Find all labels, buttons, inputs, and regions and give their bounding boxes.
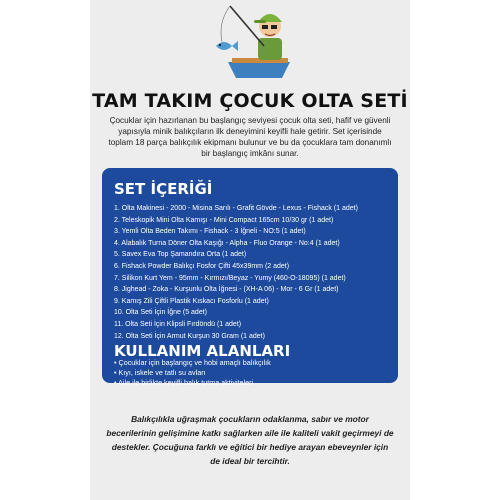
product-info-page xyxy=(90,0,410,500)
list-item: 10. Olta Seti İçin İğne (5 adet) xyxy=(114,309,207,317)
list-item: 8. Jighead - Zoka - Kurşunlu Olta İğnesi - (XH-A 06) - Mor - 6 Gr (1 adet) xyxy=(114,286,339,294)
page-title: TAM TAKIM ÇOCUK OLTA SETİ xyxy=(92,90,408,112)
list-item: • Aile ile birlikte keyifli balık tutma aktiviteleri xyxy=(114,378,394,388)
usage-title: KULLANIM ALANLARI xyxy=(114,342,291,360)
list-item: 5. Savex Eva Top Şamandıra Orta (1 adet) xyxy=(114,251,247,259)
set-contents-title: SET İÇERİĞİ xyxy=(114,180,213,198)
list-item: 2. Teleskopik Mini Olta Kamışı - Mini Compact 165cm 10/30 gr (1 adet) xyxy=(114,216,334,224)
list-item: 4. Alabalık Turna Döner Olta Kaşığı - Alpha - Fluo Orange - No:4 (1 adet) xyxy=(114,239,340,247)
list-item: 12. Olta Seti İçin Armut Kurşun 30 Gram (1 adet) xyxy=(114,332,265,340)
list-item: 9. Kamış Zili Çiftli Plastik Kıskacı Fosforlu (1 adet) xyxy=(114,297,269,305)
usage-list xyxy=(114,358,394,388)
list-item: • Çocuklar için başlangıç ve hobi amaçlı balıkçılık xyxy=(114,358,394,368)
list-item: 3. Yemli Olta Beden Takımı - Fishack - 3 İğneli - NO:5 (1 adet) xyxy=(114,228,306,236)
intro-text: Çocuklar için hazırlanan bu başlangıç seviyesi çocuk olta seti, hafif ve güvenli yapısıyla minik balıkçıların ilk deneyimini keyifli hale getirir. Set içerisinde toplam 18 parça balıkçılık ekipmanı bulunur ve bu da çocuklara tam donanımlı bir başlangıç imkânı sunar. xyxy=(108,116,392,158)
set-contents-list xyxy=(114,203,398,342)
list-item: 7. Silikon Kurt Yem - 95mm - Kırmızı/Beyaz - Yumy (460-O-18095) (1 adet) xyxy=(114,274,346,282)
list-item: 6. Fishack Powder Balıkçı Fosfor Çifti 45x39mm (2 adet) xyxy=(114,262,290,270)
closing-text: Balıkçılıkla uğraşmak çocukların odaklanma, sabır ve motor becerilerinin gelişimine katkı sağlarken aile ile kaliteli vakit geçirmeyi de destekler. Çocuğuna farklı ve eğitici bir hediye arayan ebeveynler için de ideal bir tercihtir. xyxy=(106,414,394,466)
list-item: 1. Olta Makinesi - 2000 - Misina Sarılı - Grafit Gövde - Lexus - Fishack (1 adet) xyxy=(114,205,358,212)
contents-card xyxy=(102,168,398,387)
list-item: 11. Olta Seti İçin Klipsli Fırdöndü (1 adet) xyxy=(114,320,242,328)
kid-fishing-illustration xyxy=(210,2,300,82)
list-item: • Kıyı, iskele ve tatlı su avları xyxy=(114,368,394,378)
